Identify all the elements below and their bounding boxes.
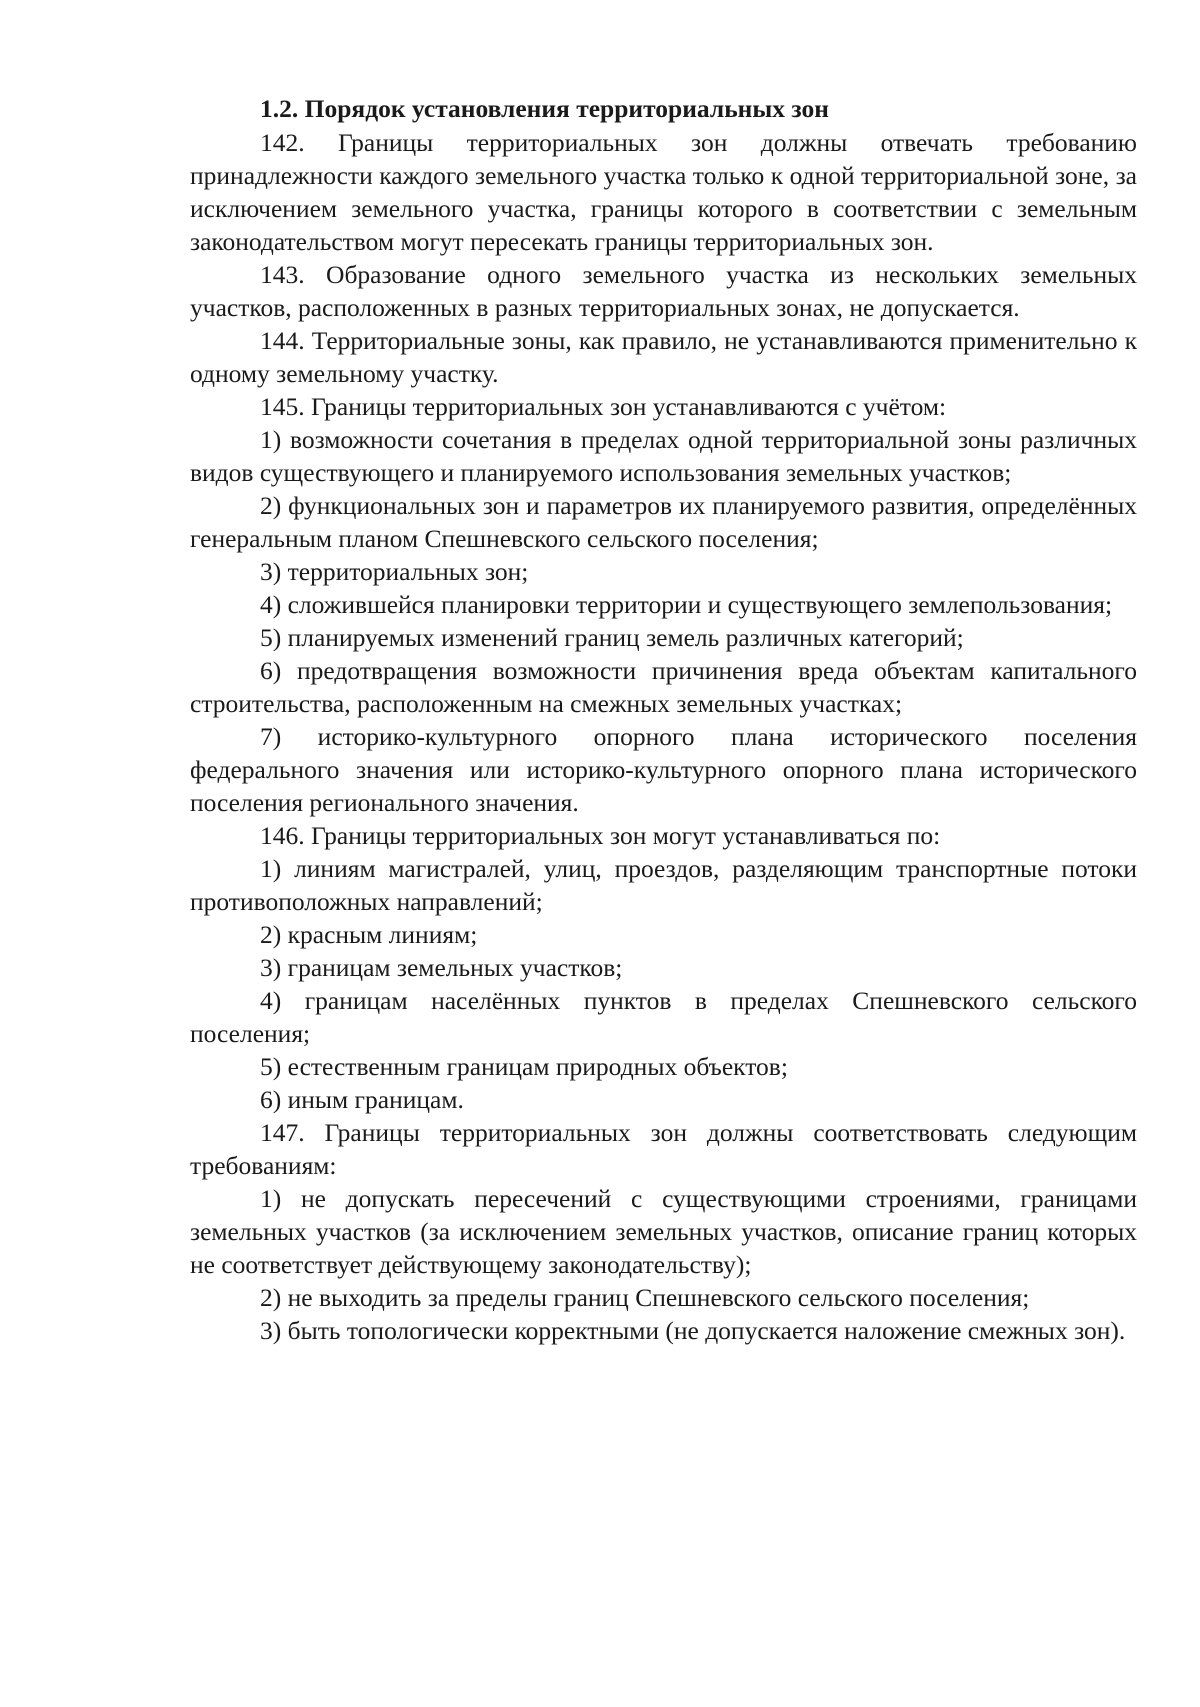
list-item-145-6: 6) предотвращения возможности причинения вреда объектам капитального строительства, расположенным на смежных земельных участках; [190,656,1137,718]
list-item-145-4: 4) сложившейся планировки территории и существующего землепользования; [260,590,1113,619]
list-item-146-6: 6) иным границам. [260,1085,464,1114]
list-item-146-2: 2) красным линиям; [260,920,478,949]
paragraph-144: 144. Территориальные зоны, как правило, не устанавливаются применительно к одному земельному участку. [190,326,1137,388]
paragraph-147: 147. Границы территориальных зон должны соответствовать следующим требованиям: [190,1118,1137,1180]
list-item-145-7: 7) историко-культурного опорного плана исторического поселения федерального значения или историко-культурного опорного плана исторического поселения регионального значения. [190,722,1137,817]
list-item-146-3: 3) границам земельных участков; [260,953,623,982]
document-body [190,92,1137,1347]
paragraph-146: 146. Границы территориальных зон могут устанавливаться по: [260,821,941,850]
list-item-146-1: 1) линиям магистралей, улиц, проездов, разделяющим транспортные потоки противоположных направлений; [190,854,1137,916]
paragraph-145: 145. Границы территориальных зон устанавливаются с учётом: [260,392,947,421]
list-item-146-5: 5) естественным границам природных объектов; [260,1052,788,1081]
list-item-147-3: 3) быть топологически корректными (не допускается наложение смежных зон). [260,1316,1126,1345]
section-heading: 1.2. Порядок установления территориальных зон [260,94,829,123]
list-item-145-3: 3) территориальных зон; [260,557,529,586]
list-item-145-1: 1) возможности сочетания в пределах одной территориальной зоны различных видов существующего и планируемого использования земельных участков; [190,425,1137,487]
paragraph-143: 143. Образование одного земельного участка из нескольких земельных участков, расположенных в разных территориальных зонах, не допускается. [190,260,1137,322]
list-item-147-1: 1) не допускать пересечений с существующими строениями, границами земельных участков (за исключением земельных участков, описание границ которых не соответствует действующему законодательству); [190,1184,1137,1279]
list-item-146-4: 4) границам населённых пунктов в пределах Спешневского сельского поселения; [190,986,1137,1048]
list-item-145-2: 2) функциональных зон и параметров их планируемого развития, определённых генеральным планом Спешневского сельского поселения; [190,491,1137,553]
paragraph-142: 142. Границы территориальных зон должны отвечать требованию принадлежности каждого земельного участка только к одной территориальной зоне, за исключением земельного участка, границы которого в соответствии с земельным законодательством могут пересекать границы территориальных зон. [190,128,1137,256]
list-item-147-2: 2) не выходить за пределы границ Спешневского сельского поселения; [260,1283,1030,1312]
list-item-145-5: 5) планируемых изменений границ земель различных категорий; [260,623,964,652]
